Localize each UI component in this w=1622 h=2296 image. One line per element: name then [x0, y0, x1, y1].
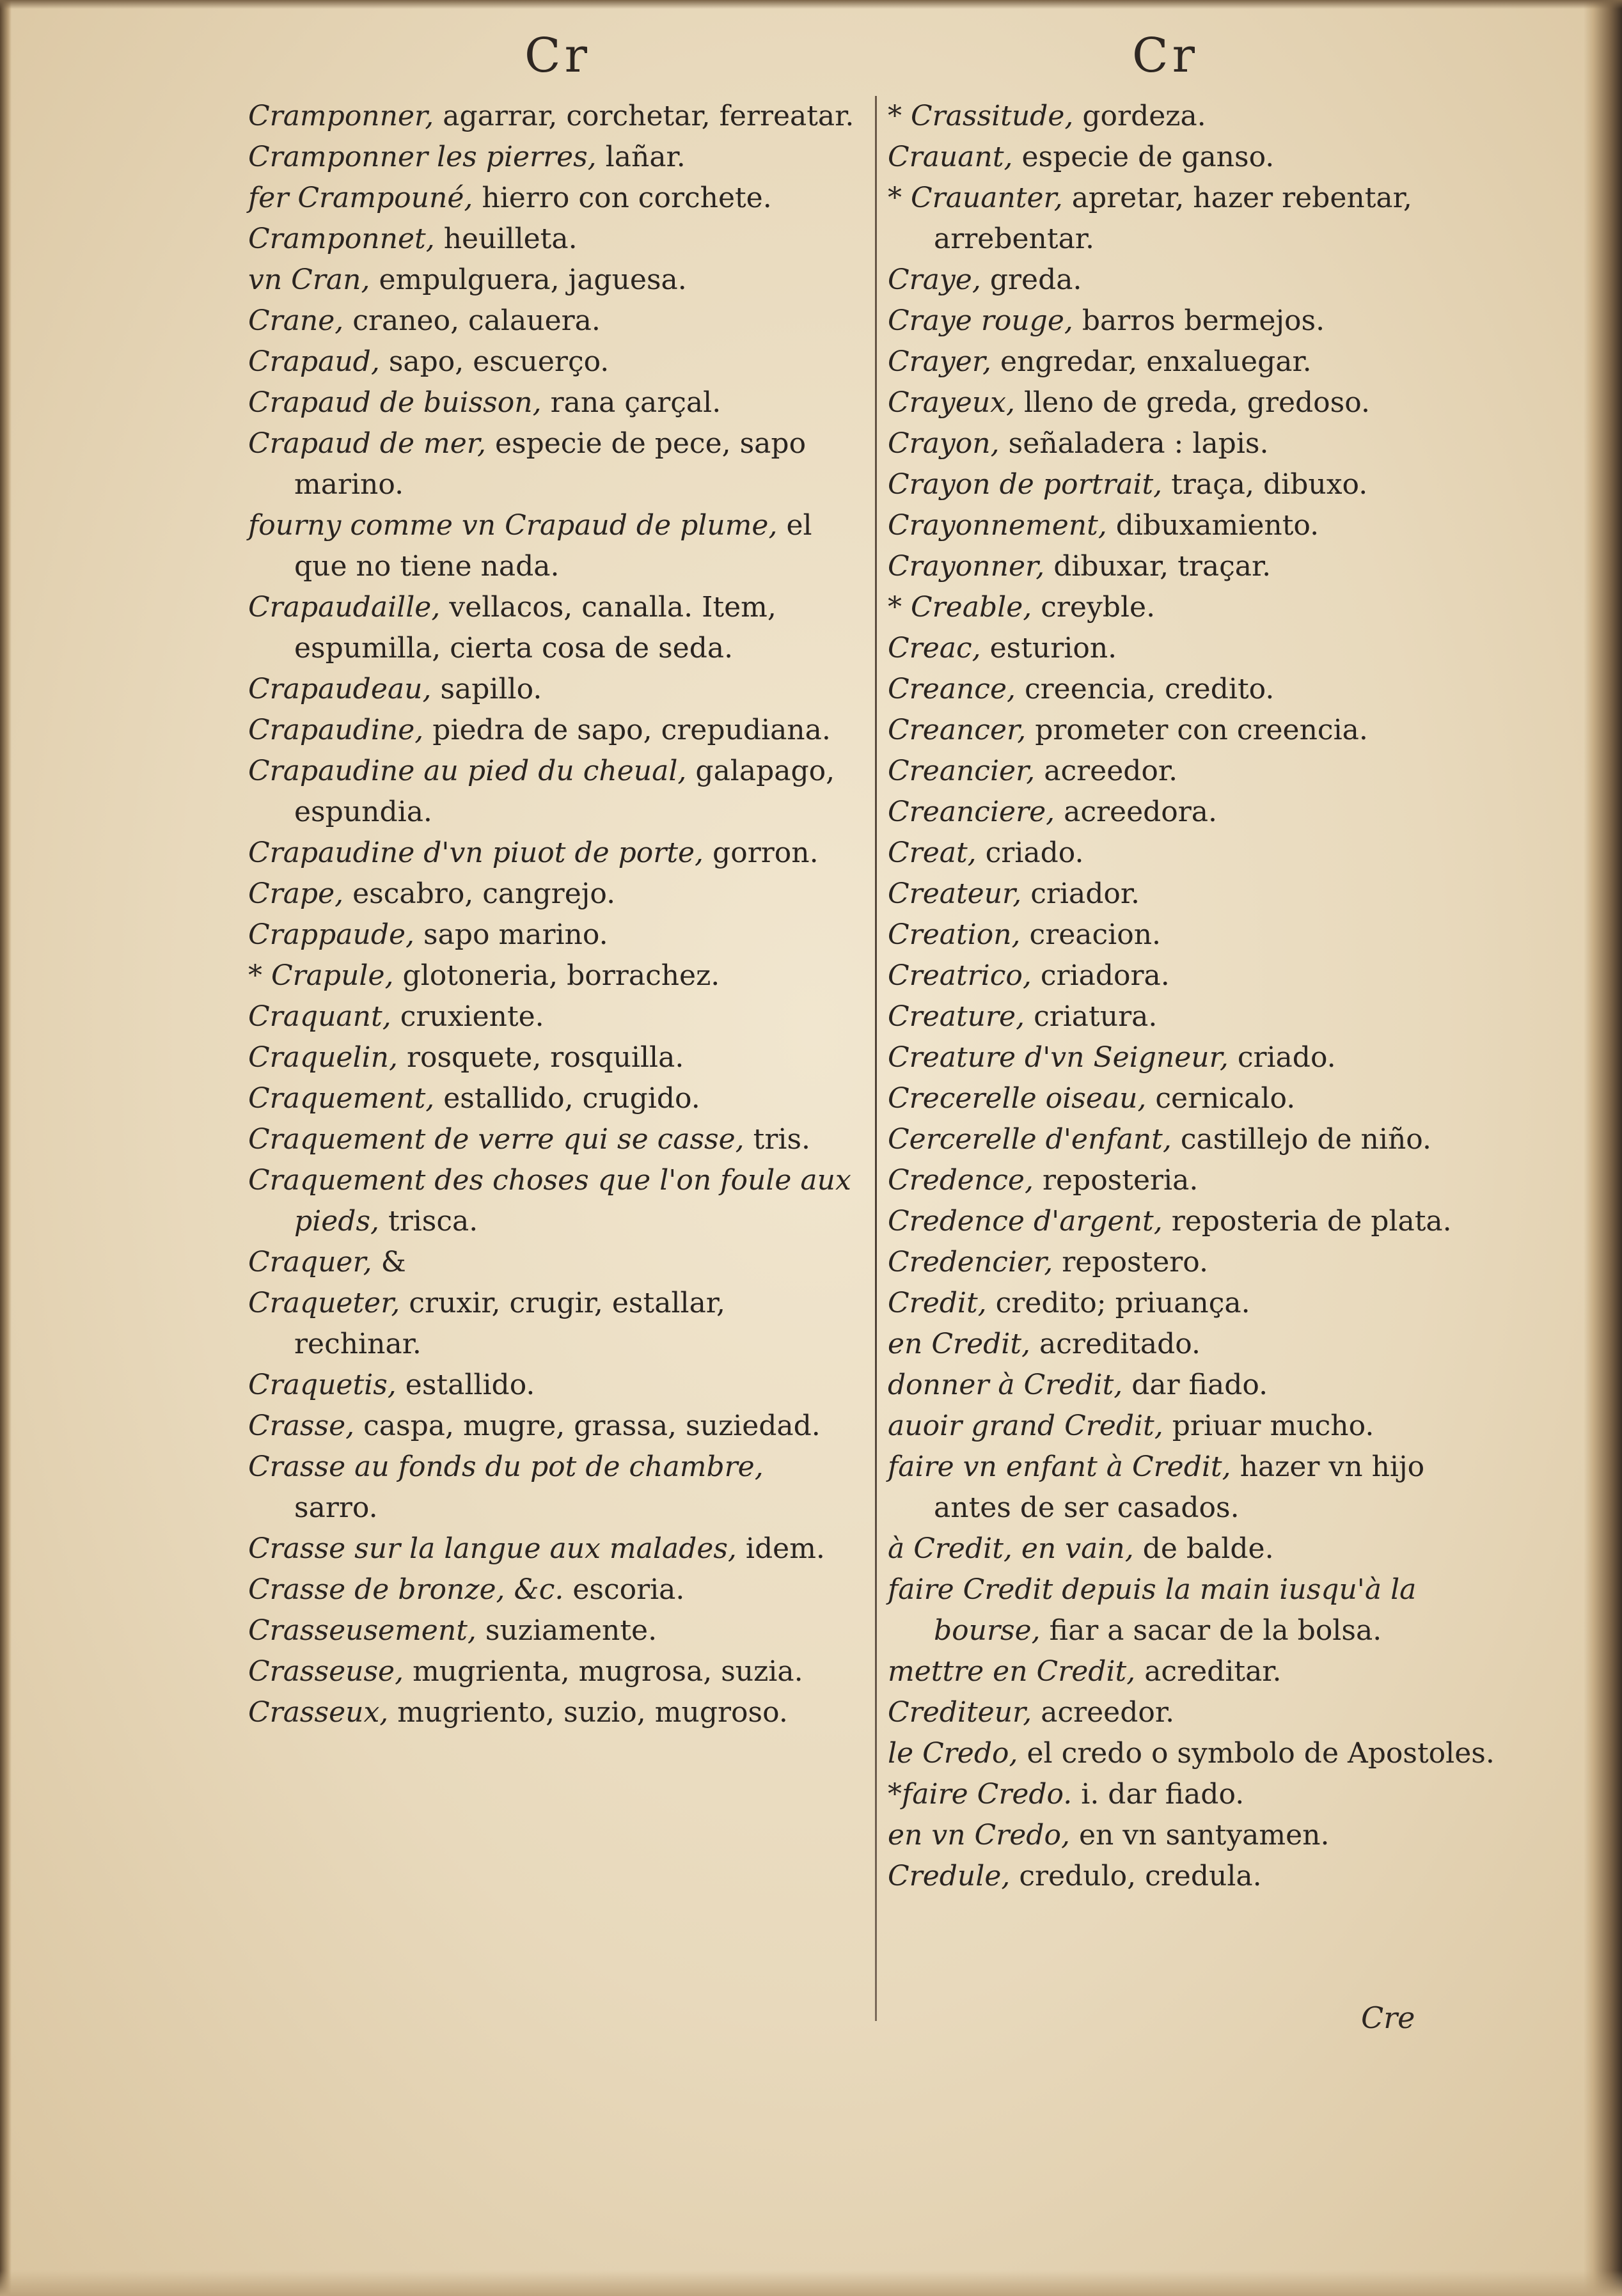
- entry-gloss: fiar a sacar de la bolsa.: [1049, 1614, 1382, 1647]
- entry-gloss: criador.: [1030, 877, 1140, 910]
- dictionary-entry: [888, 1774, 1495, 1815]
- entry-gloss: repostero.: [1062, 1246, 1208, 1278]
- dictionary-entry: [888, 1365, 1495, 1406]
- dictionary-entry: [248, 955, 856, 996]
- entry-term: Crapaudaille,: [248, 591, 441, 624]
- entry-gloss: craneo, calauera.: [352, 304, 601, 337]
- dictionary-entry: [888, 260, 1495, 301]
- dictionary-entry: [248, 833, 856, 874]
- entry-gloss: hazer vn hijo antes de ser casados.: [934, 1451, 1425, 1524]
- entry-term: Craye,: [888, 263, 981, 296]
- entry-term: Cramponnet,: [248, 223, 435, 255]
- column-divider: [875, 96, 877, 2021]
- entry-gloss: priuar mucho.: [1172, 1410, 1374, 1442]
- entry-term: Craquement des choses que l'on foule aux pieds,: [248, 1164, 851, 1238]
- entry-term: vn Cran,: [248, 263, 370, 296]
- entry-gloss: acreditar.: [1144, 1655, 1282, 1688]
- entry-gloss: rosquete, rosquilla.: [406, 1041, 684, 1074]
- entry-term: fourny comme vn Crapaud de plume,: [248, 509, 778, 542]
- entry-term: Craye rouge,: [888, 304, 1073, 337]
- entry-term: Crayonnement,: [888, 509, 1107, 542]
- entry-gloss: sapillo.: [440, 673, 542, 705]
- entry-term: Crappaude,: [248, 918, 415, 951]
- dictionary-entry: [888, 1037, 1495, 1078]
- entry-term: Craquelin,: [248, 1041, 398, 1074]
- entry-gloss: glotoneria, borrachez.: [402, 959, 720, 992]
- entry-gloss: trisca.: [388, 1205, 478, 1238]
- dictionary-entry: [888, 178, 1495, 260]
- dictionary-entry: [248, 710, 856, 751]
- entry-term: Crapaud de buisson,: [248, 386, 542, 419]
- entry-gloss: cruxir, crugir, estallar, rechinar.: [294, 1287, 725, 1360]
- dictionary-entry: [248, 1283, 856, 1365]
- entry-term: *faire Credo.: [888, 1778, 1073, 1811]
- dictionary-entry: [248, 505, 856, 587]
- dictionary-entry: [888, 915, 1495, 955]
- dictionary-entry: [888, 1078, 1495, 1119]
- dictionary-entry: [888, 301, 1495, 342]
- dictionary-entry: [248, 1651, 856, 1692]
- dictionary-entry: [888, 1201, 1495, 1242]
- entry-gloss: barros bermejos.: [1082, 304, 1325, 337]
- entry-term: Crayer,: [888, 345, 992, 378]
- entry-term: Cercerelle d'enfant,: [888, 1123, 1172, 1156]
- entry-term: Creance,: [888, 673, 1016, 705]
- catchword: Cre: [1361, 2001, 1415, 2035]
- dictionary-entry: [888, 955, 1495, 996]
- entry-gloss: estallido.: [405, 1369, 535, 1401]
- dictionary-entry: [888, 1692, 1495, 1733]
- entry-term: Crayon de portrait,: [888, 468, 1163, 501]
- entry-term: Credule,: [888, 1860, 1011, 1892]
- dictionary-entry: [248, 751, 856, 833]
- entry-gloss: idem.: [745, 1532, 825, 1565]
- entry-term: * Crapule,: [248, 959, 394, 992]
- dictionary-entry: [888, 1406, 1495, 1447]
- entry-gloss: rana çarçal.: [550, 386, 721, 419]
- entry-gloss: credulo, credula.: [1019, 1860, 1262, 1892]
- entry-term: Craquement de verre qui se casse,: [248, 1123, 744, 1156]
- right-column: [888, 96, 1495, 1897]
- dictionary-entry: [888, 505, 1495, 546]
- entry-term: Crasse de bronze, &c.: [248, 1573, 564, 1606]
- entry-gloss: reposteria de plata.: [1171, 1205, 1452, 1238]
- entry-gloss: acreditado.: [1039, 1328, 1201, 1360]
- dictionary-entry: [248, 137, 856, 178]
- entry-gloss: acreedor.: [1044, 755, 1178, 787]
- entry-gloss: gorron.: [713, 837, 819, 869]
- dictionary-entry: [248, 1692, 856, 1733]
- entry-gloss: reposteria.: [1042, 1164, 1199, 1197]
- dictionary-entry: [888, 874, 1495, 915]
- entry-gloss: mugrienta, mugrosa, suzia.: [413, 1655, 803, 1688]
- entry-term: Cramponner,: [248, 100, 434, 132]
- entry-gloss: &: [381, 1246, 406, 1278]
- entry-term: Createur,: [888, 877, 1022, 910]
- entry-gloss: hierro con corchete.: [482, 182, 772, 214]
- entry-term: * Crauanter,: [888, 182, 1063, 214]
- dictionary-entry: [888, 751, 1495, 792]
- dictionary-entry: [888, 1324, 1495, 1365]
- page-edge-left: [0, 0, 12, 2296]
- entry-gloss: gordeza.: [1082, 100, 1206, 132]
- entry-term: Craquant,: [248, 1000, 391, 1033]
- entry-term: Credencier,: [888, 1246, 1053, 1278]
- dictionary-entry: [248, 1569, 856, 1610]
- entry-gloss: en vn santyamen.: [1078, 1819, 1330, 1852]
- entry-term: Creation,: [888, 918, 1021, 951]
- entry-gloss: dibuxar, traçar.: [1053, 550, 1272, 583]
- entry-gloss: apretar, hazer rebentar, arrebentar.: [934, 182, 1412, 255]
- dictionary-entry: [888, 423, 1495, 464]
- entry-gloss: vellacos, canalla. Item, espumilla, cierta cosa de seda.: [294, 591, 776, 664]
- entry-term: Creanciere,: [888, 796, 1055, 828]
- entry-gloss: criado.: [985, 837, 1084, 869]
- dictionary-entry: [888, 382, 1495, 423]
- entry-gloss: estallido, crugido.: [443, 1082, 700, 1115]
- entry-gloss: criatura.: [1034, 1000, 1158, 1033]
- entry-term: Crasse au fonds du pot de chambre,: [248, 1451, 764, 1483]
- entry-gloss: acreedora.: [1064, 796, 1218, 828]
- entry-gloss: dar fiado.: [1131, 1369, 1268, 1401]
- entry-gloss: creencia, credito.: [1024, 673, 1275, 705]
- entry-gloss: prometer con creencia.: [1035, 714, 1368, 746]
- entry-gloss: esturion.: [989, 632, 1117, 664]
- entry-gloss: sapo, escuerço.: [388, 345, 610, 378]
- entry-gloss: engredar, enxaluegar.: [1000, 345, 1312, 378]
- dictionary-entry: [248, 382, 856, 423]
- running-head-left: Cr: [524, 28, 591, 83]
- dictionary-entry: [248, 669, 856, 710]
- entry-gloss: sapo marino.: [423, 918, 608, 951]
- entry-gloss: greda.: [989, 263, 1082, 296]
- entry-term: mettre en Credit,: [888, 1655, 1136, 1688]
- entry-term: Crasseux,: [248, 1696, 389, 1729]
- page-edge-top: [0, 0, 1622, 9]
- entry-gloss: dibuxamiento.: [1115, 509, 1319, 542]
- dictionary-entry: [248, 1119, 856, 1160]
- entry-term: Creac,: [888, 632, 981, 664]
- entry-gloss: galapago, espundia.: [294, 755, 835, 828]
- entry-term: Craquetis,: [248, 1369, 397, 1401]
- dictionary-entry: [248, 260, 856, 301]
- dictionary-entry: [248, 219, 856, 260]
- entry-gloss: cruxiente.: [400, 1000, 544, 1033]
- dictionary-entry: [888, 1160, 1495, 1201]
- dictionary-entry: [248, 1406, 856, 1447]
- entry-term: * Crassitude,: [888, 100, 1074, 132]
- dictionary-entry: [248, 178, 856, 219]
- entry-gloss: de balde.: [1142, 1532, 1274, 1565]
- entry-gloss: señaladera : lapis.: [1008, 427, 1269, 460]
- entry-gloss: especie de ganso.: [1021, 141, 1275, 173]
- entry-gloss: caspa, mugre, grassa, suziedad.: [363, 1410, 821, 1442]
- entry-term: Crauant,: [888, 141, 1013, 173]
- dictionary-entry: [888, 137, 1495, 178]
- entry-gloss: creacion.: [1029, 918, 1161, 951]
- dictionary-entry: [248, 301, 856, 342]
- entry-term: auoir grand Credit,: [888, 1410, 1163, 1442]
- entry-term: Crapaudine au pied du cheual,: [248, 755, 687, 787]
- entry-term: en Credit,: [888, 1328, 1031, 1360]
- dictionary-entry: [888, 546, 1495, 587]
- dictionary-entry: [248, 874, 856, 915]
- entry-gloss: escabro, cangrejo.: [352, 877, 616, 910]
- entry-gloss: i. dar fiado.: [1081, 1778, 1245, 1811]
- entry-term: Crasseuse,: [248, 1655, 404, 1688]
- entry-term: Crayonner,: [888, 550, 1045, 583]
- entry-term: Cramponner les pierres,: [248, 141, 597, 173]
- entry-term: faire vn enfant à Credit,: [888, 1451, 1231, 1483]
- dictionary-entry: [888, 464, 1495, 505]
- entry-gloss: creyble.: [1041, 591, 1156, 624]
- dictionary-entry: [248, 1610, 856, 1651]
- entry-term: le Credo,: [888, 1737, 1018, 1770]
- dictionary-entry: [888, 1569, 1495, 1651]
- entry-gloss: el credo o symbolo de Apostoles.: [1027, 1737, 1495, 1770]
- dictionary-entry: [248, 1365, 856, 1406]
- entry-term: Craquement,: [248, 1082, 435, 1115]
- dictionary-entry: [888, 1242, 1495, 1283]
- dictionary-entry: [248, 1529, 856, 1569]
- entry-term: Crasseusement,: [248, 1614, 476, 1647]
- dictionary-entry: [888, 792, 1495, 833]
- entry-term: Crecerelle oiseau,: [888, 1082, 1147, 1115]
- entry-gloss: sarro.: [294, 1491, 378, 1524]
- dictionary-entry: [888, 833, 1495, 874]
- entry-gloss: empulguera, jaguesa.: [379, 263, 687, 296]
- entry-term: faire Credit depuis la main iusqu'à la bourse,: [888, 1573, 1417, 1647]
- dictionary-entry: [888, 669, 1495, 710]
- entry-term: Creature,: [888, 1000, 1025, 1033]
- entry-gloss: traça, dibuxo.: [1171, 468, 1368, 501]
- entry-term: en vn Credo,: [888, 1819, 1070, 1852]
- entry-gloss: lañar.: [605, 141, 686, 173]
- dictionary-entry: [888, 96, 1495, 137]
- dictionary-entry: [888, 628, 1495, 669]
- page-edge-bottom: [0, 2270, 1622, 2296]
- entry-term: Creat,: [888, 837, 977, 869]
- dictionary-entry: [248, 423, 856, 505]
- entry-term: Crayon,: [888, 427, 1000, 460]
- left-column: [248, 96, 856, 1733]
- entry-term: Crasse sur la langue aux malades,: [248, 1532, 737, 1565]
- entry-gloss: suziamente.: [485, 1614, 657, 1647]
- entry-gloss: el que no tiene nada.: [294, 509, 812, 583]
- entry-gloss: especie de pece, sapo marino.: [294, 427, 807, 501]
- entry-term: Crapaud de mer,: [248, 427, 486, 460]
- entry-gloss: cernicalo.: [1155, 1082, 1296, 1115]
- dictionary-entry: [248, 915, 856, 955]
- entry-term: * Creable,: [888, 591, 1032, 624]
- entry-term: Crayeux,: [888, 386, 1015, 419]
- entry-gloss: criado.: [1237, 1041, 1336, 1074]
- entry-term: Creancier,: [888, 755, 1035, 787]
- dictionary-entry: [888, 710, 1495, 751]
- dictionary-entry: [248, 1160, 856, 1242]
- dictionary-entry: [248, 1447, 856, 1529]
- entry-term: Credence d'argent,: [888, 1205, 1163, 1238]
- entry-gloss: tris.: [753, 1123, 811, 1156]
- entry-gloss: agarrar, corchetar, ferreatar.: [443, 100, 854, 132]
- entry-term: à Credit, en vain,: [888, 1532, 1134, 1565]
- page-edge-right: [1584, 0, 1622, 2296]
- dictionary-entry: [888, 1529, 1495, 1569]
- dictionary-entry: [888, 587, 1495, 628]
- dictionary-entry: [888, 996, 1495, 1037]
- dictionary-entry: [248, 1242, 856, 1283]
- dictionary-entry: [888, 1283, 1495, 1324]
- entry-gloss: credito; priuança.: [995, 1287, 1250, 1319]
- entry-term: Craquer,: [248, 1246, 372, 1278]
- entry-term: donner à Credit,: [888, 1369, 1123, 1401]
- dictionary-entry: [888, 1815, 1495, 1856]
- dictionary-entry: [888, 1733, 1495, 1774]
- entry-term: Creancer,: [888, 714, 1027, 746]
- entry-term: Credence,: [888, 1164, 1034, 1197]
- entry-term: fer Crampouné,: [248, 182, 473, 214]
- dictionary-entry: [248, 587, 856, 669]
- entry-term: Creatrico,: [888, 959, 1032, 992]
- entry-term: Crapaud,: [248, 345, 380, 378]
- entry-gloss: escoria.: [572, 1573, 685, 1606]
- entry-gloss: mugriento, suzio, mugroso.: [397, 1696, 788, 1729]
- dictionary-entry: [888, 1447, 1495, 1529]
- entry-term: Crediteur,: [888, 1696, 1032, 1729]
- dictionary-entry: [888, 1651, 1495, 1692]
- dictionary-entry: [888, 1856, 1495, 1897]
- entry-term: Crapaudine,: [248, 714, 424, 746]
- entry-term: Creature d'vn Seigneur,: [888, 1041, 1229, 1074]
- entry-term: Crasse,: [248, 1410, 355, 1442]
- entry-gloss: lleno de greda, gredoso.: [1023, 386, 1370, 419]
- entry-term: Credit,: [888, 1287, 987, 1319]
- entry-gloss: criadora.: [1040, 959, 1170, 992]
- entry-gloss: heuilleta.: [443, 223, 578, 255]
- dictionary-entry: [248, 1078, 856, 1119]
- running-head-right: Cr: [1132, 28, 1199, 83]
- entry-term: Crape,: [248, 877, 344, 910]
- entry-gloss: acreedor.: [1041, 1696, 1175, 1729]
- entry-term: Crane,: [248, 304, 344, 337]
- entry-term: Crapaudine d'vn piuot de porte,: [248, 837, 704, 869]
- entry-term: Craqueter,: [248, 1287, 400, 1319]
- dictionary-entry: [888, 1119, 1495, 1160]
- dictionary-entry: [888, 342, 1495, 382]
- entry-term: Crapaudeau,: [248, 673, 432, 705]
- dictionary-entry: [248, 342, 856, 382]
- entry-gloss: piedra de sapo, crepudiana.: [432, 714, 831, 746]
- dictionary-entry: [248, 1037, 856, 1078]
- entry-gloss: castillejo de niño.: [1180, 1123, 1431, 1156]
- dictionary-entry: [248, 96, 856, 137]
- dictionary-entry: [248, 996, 856, 1037]
